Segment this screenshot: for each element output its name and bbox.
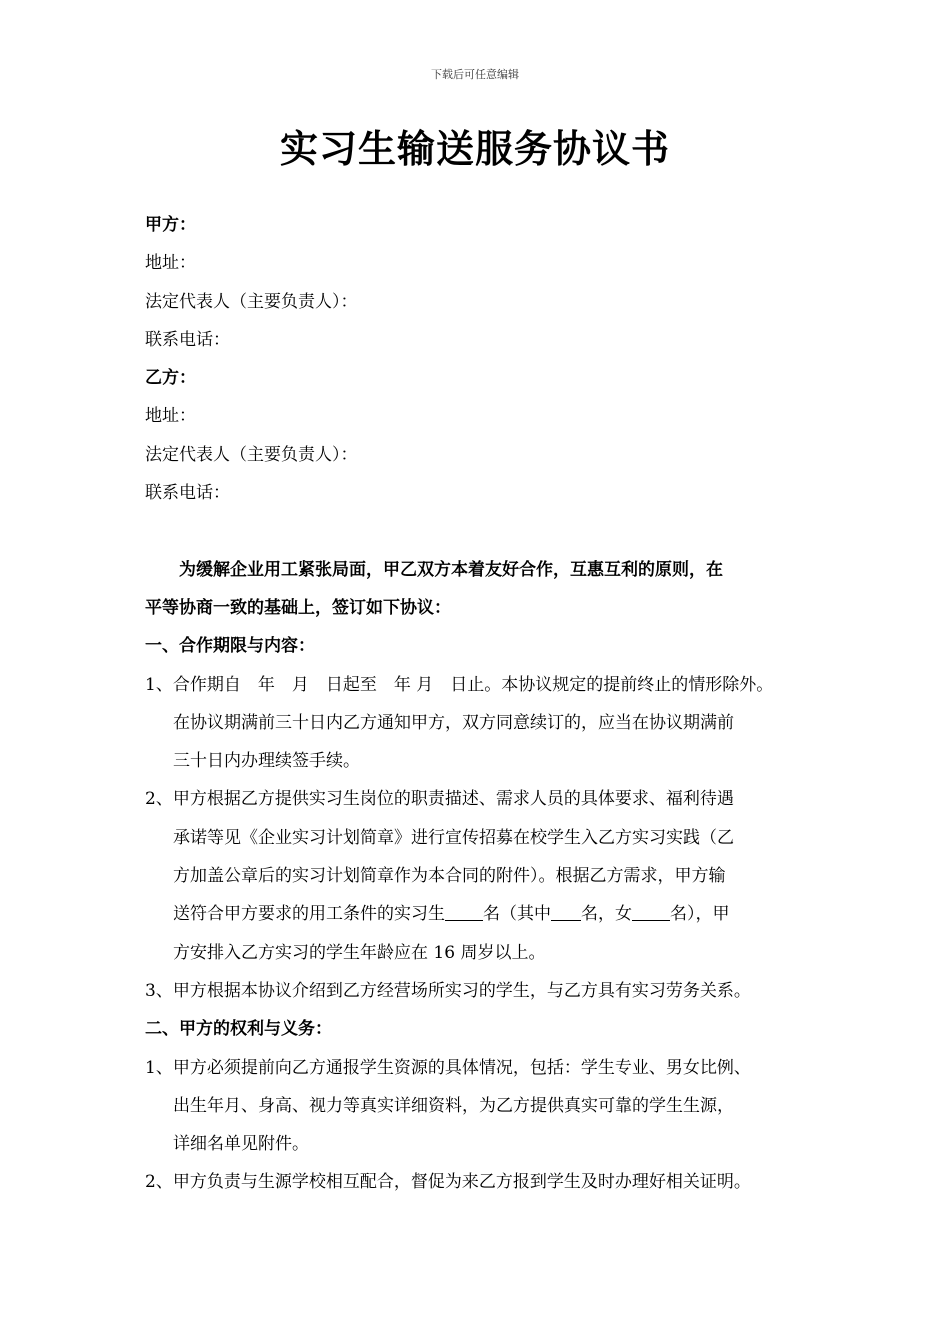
count-female-blank bbox=[632, 902, 670, 921]
s1-item1-line2: 在协议期满前三十日内乙方通知甲方，双方同意续订的，应当在协议期满前 bbox=[173, 712, 734, 733]
party-b-phone: 联系电话： bbox=[145, 483, 230, 504]
s1-item1-line3: 三十日内办理续签手续。 bbox=[173, 751, 360, 772]
party-a-label: 甲方： bbox=[145, 215, 196, 235]
s2-item1-line3: 详细名单见附件。 bbox=[173, 1134, 309, 1155]
section-2-heading: 二、甲方的权利与义务： bbox=[145, 1019, 332, 1040]
party-a-phone: 联系电话： bbox=[145, 329, 230, 350]
s1-item2-line1: 2、甲方根据乙方提供实习生岗位的职责描述、需求人员的具体要求、福利待遇 bbox=[145, 789, 734, 810]
count-male-blank bbox=[551, 902, 581, 921]
s1-item1-line1: 1、合作期自 年 月 日起至 年 月 日止。本协议规定的提前终止的情形除外。 bbox=[145, 674, 774, 695]
document-title: 实习生输送服务协议书 bbox=[279, 126, 670, 171]
s2-item1-line2: 出生年月、身高、视力等真实详细资料，为乙方提供真实可靠的学生生源， bbox=[173, 1095, 734, 1116]
s1-item2-line4-c: 名，女 bbox=[581, 904, 632, 925]
s1-item2-line3: 方加盖公章后的实习计划简章作为本合同的附件）。根据乙方需求，甲方输 bbox=[173, 866, 726, 887]
s2-item1-line1: 1、甲方必须提前向乙方通报学生资源的具体情况，包括：学生专业、男女比例、 bbox=[145, 1057, 751, 1078]
s1-item2-line5: 方安排入乙方实习的学生年龄应在 16 周岁以上。 bbox=[173, 942, 546, 963]
document-body bbox=[145, 206, 815, 1202]
s1-item3: 3、甲方根据本协议介绍到乙方经营场所实习的学生，与乙方具有实习劳务关系。 bbox=[145, 980, 751, 1001]
intro-line-2: 平等协商一致的基础上，签订如下协议： bbox=[145, 597, 451, 618]
party-b-address: 地址： bbox=[145, 406, 196, 427]
s1-item2-line4 bbox=[145, 895, 815, 933]
party-a-representative: 法定代表人（主要负责人）： bbox=[145, 291, 358, 312]
section-1-heading: 一、合作期限与内容： bbox=[145, 636, 315, 657]
party-b-representative: 法定代表人（主要负责人）： bbox=[145, 444, 358, 465]
blank-line bbox=[145, 512, 815, 550]
count-total-blank bbox=[445, 902, 483, 921]
party-a-address: 地址： bbox=[145, 253, 196, 274]
party-b-label: 乙方： bbox=[145, 368, 196, 389]
s1-item2-line4-a: 送符合甲方要求的用工条件的实习生 bbox=[173, 904, 445, 925]
s2-item2: 2、甲方负责与生源学校相互配合，督促为来乙方报到学生及时办理好相关证明。 bbox=[145, 1172, 751, 1193]
s1-item2-line4-d: 名），甲 bbox=[670, 904, 730, 925]
s1-item2-line4-b: 名（其中 bbox=[483, 904, 551, 925]
header-note: 下载后可任意编辑 bbox=[431, 68, 519, 81]
s1-item2-line2: 承诺等见《企业实习计划简章》进行宣传招募在校学生入乙方实习实践（乙 bbox=[173, 827, 734, 848]
intro-line-1: 为缓解企业用工紧张局面，甲乙双方本着友好合作，互惠互利的原则，在 bbox=[179, 559, 723, 580]
